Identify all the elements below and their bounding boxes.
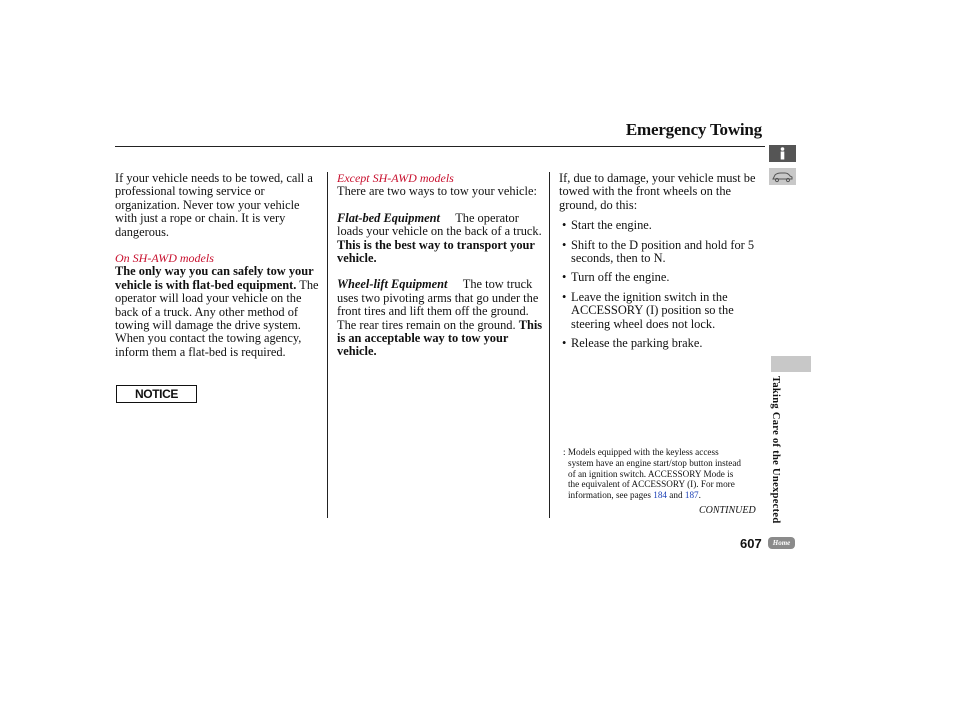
sh-awd-text: The operator will load your vehicle on the back of a truck. Any other method of towing will damage the drive system. When you contact the towing agency, inform them a flat-bed is required.	[115, 277, 319, 359]
continued-label: CONTINUED	[699, 505, 756, 516]
column-2	[337, 172, 543, 359]
notice-box: NOTICE	[116, 385, 197, 403]
sh-awd-paragraph	[115, 265, 320, 359]
header-rule	[115, 146, 765, 147]
list-item: • Start the engine.	[559, 219, 763, 232]
home-button[interactable]: Home	[768, 537, 795, 549]
list-item: • Release the parking brake.	[559, 337, 763, 350]
footnote-line: system have an engine start/stop button instead	[568, 457, 741, 468]
list-item: • Shift to the D position and hold for 5 seconds, then to N.	[559, 239, 763, 266]
flatbed-text: The operator loads your vehicle on the back of a truck.	[337, 210, 542, 239]
wheellift-text: The tow truck uses two pivoting arms that go under the front tires and lift them off the ground. The rear tires remain on the ground.	[337, 277, 539, 332]
column-3	[559, 172, 763, 356]
front-wheels-intro: If, due to damage, your vehicle must be towed with the front wheels on the ground, do this:	[559, 171, 756, 212]
footnote-line: of an ignition switch. ACCESSORY Mode is	[568, 468, 734, 479]
column-divider-1	[327, 172, 328, 518]
towing-steps-list	[559, 219, 763, 350]
except-sh-awd-label: Except SH-AWD models	[337, 171, 454, 185]
info-icon[interactable]	[769, 145, 796, 162]
sh-awd-label: On SH-AWD models	[115, 251, 214, 266]
footnote-end: .	[698, 490, 701, 501]
list-item: • Leave the ignition switch in the ACCESSORY (I) position so the steering wheel does not lock.	[559, 291, 763, 331]
footnote-line	[563, 490, 763, 501]
section-tab[interactable]	[771, 356, 811, 372]
keyless-footnote	[563, 447, 763, 501]
footnote-text: information, see pages	[568, 490, 654, 501]
flatbed-title: Flat-bed Equipment	[337, 210, 440, 225]
footnote-and: and	[667, 490, 685, 501]
wheellift-title: Wheel-lift Equipment	[337, 277, 448, 292]
column-1	[115, 172, 320, 359]
flatbed-paragraph	[337, 212, 543, 266]
car-icon[interactable]	[769, 168, 796, 185]
footnote-line: the equivalent of ACCESSORY (I). For more	[568, 479, 735, 490]
sh-awd-bold: The only way you can safely tow your vehicle is with flat-bed equipment.	[115, 264, 314, 292]
list-item: • Turn off the engine.	[559, 271, 763, 284]
page-title: Emergency Towing	[625, 120, 762, 139]
section-label: Taking Care of the Unexpected	[770, 376, 781, 524]
flatbed-bold: This is the best way to transport your vehicle.	[337, 237, 535, 266]
page-link-187[interactable]: 187	[684, 490, 699, 501]
wheellift-bold: This is an acceptable way to tow your vehicle.	[337, 317, 543, 359]
column-divider-2	[549, 172, 550, 518]
footnote-line: : Models equipped with the keyless access	[563, 447, 719, 457]
towing-intro: If your vehicle needs to be towed, call a professional towing service or organization. Never tow your vehicle with just a rope or chain. It is very dangerous.	[115, 171, 313, 239]
page-number: 607	[740, 536, 762, 551]
wheellift-paragraph	[337, 278, 543, 358]
page-link-184[interactable]: 184	[653, 490, 667, 501]
tow-ways-intro: There are two ways to tow your vehicle:	[337, 184, 537, 199]
